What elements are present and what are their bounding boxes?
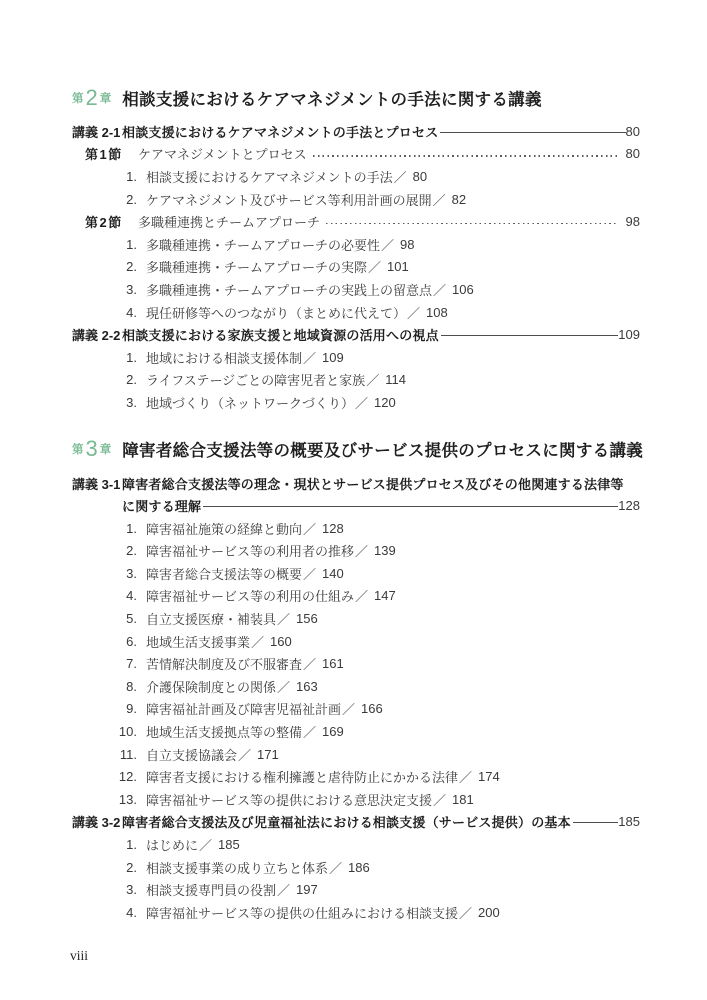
page-ref: 185 <box>218 837 240 853</box>
toc-entry-lecture <box>72 323 640 346</box>
item-title: ライフステージごとの障害児者と家族 <box>146 373 366 389</box>
chapter-label-suffix: 章 <box>99 444 112 457</box>
page-ref: 171 <box>257 746 279 762</box>
solid-leader-line <box>440 132 625 133</box>
item-title: 地域づくり（ネットワークづくり） <box>146 395 355 411</box>
item-separator: ／ <box>459 905 473 921</box>
page-ref: 109 <box>322 349 344 365</box>
page-ref: 82 <box>451 191 467 207</box>
toc-entry-section <box>72 210 640 233</box>
item-separator: ／ <box>355 395 369 411</box>
item-title: 障害福祉サービス等の利用者の推移 <box>146 544 355 560</box>
chapter-title: 障害者総合支援法等の概要及びサービス提供のプロセスに関する講義 <box>122 442 644 461</box>
item-number: 4. <box>126 304 137 320</box>
section-title: 多職種連携とチームアプローチ <box>138 215 321 231</box>
page-ref: 160 <box>270 633 292 649</box>
item-number: 3. <box>126 882 137 898</box>
item-separator: ／ <box>355 544 369 560</box>
toc-entry-item <box>72 698 640 721</box>
chapter-block <box>72 436 644 924</box>
page-ref: 108 <box>426 304 448 320</box>
item-separator: ／ <box>366 373 380 389</box>
chapter-label-number: 2 <box>85 84 98 110</box>
item-separator: ／ <box>329 860 343 876</box>
page-ref: 156 <box>296 611 318 627</box>
item-separator: ／ <box>251 634 265 650</box>
item-separator: ／ <box>277 883 291 899</box>
toc-entry-item <box>72 743 640 766</box>
chapter-label-suffix: 章 <box>99 92 112 105</box>
toc-entry-item <box>72 788 640 811</box>
page-ref: 101 <box>387 259 409 275</box>
item-number: 3. <box>126 281 137 297</box>
chapter-heading <box>72 84 640 111</box>
toc-entry-item <box>72 878 640 901</box>
item-title: 多職種連携・チームアプローチの必要性 <box>146 237 381 253</box>
item-title: 自立支援医療・補装具 <box>146 612 277 628</box>
toc-entry-item <box>72 720 640 743</box>
page-ref: 98 <box>400 236 415 252</box>
item-number: 1. <box>126 168 137 184</box>
page-ref: 169 <box>322 724 344 740</box>
item-title: 自立支援協議会 <box>146 747 238 763</box>
chapter-heading <box>72 436 644 463</box>
toc-entry-item <box>72 675 640 698</box>
page-ref: 147 <box>374 588 396 604</box>
solid-leader-line <box>441 335 618 336</box>
page-ref: 163 <box>296 678 318 694</box>
lecture-label: 講義 2-2 <box>72 328 121 344</box>
page-ref: 174 <box>478 769 500 785</box>
item-title: 相談支援におけるケアマネジメントの手法 <box>146 169 393 185</box>
chapter-entries <box>72 120 640 414</box>
lecture-title: 障害者総合支援法及び児童福祉法における相談支援（サービス提供）の基本 <box>122 815 571 831</box>
item-separator: ／ <box>355 589 369 605</box>
item-title: 障害福祉施策の経緯と動向 <box>146 521 303 537</box>
chapter-title: 相談支援におけるケアマネジメントの手法に関する講義 <box>122 90 542 109</box>
item-number: 1. <box>126 349 137 365</box>
page-ref: 166 <box>361 701 383 717</box>
toc-entry-lecture-continuation <box>72 494 640 517</box>
item-number: 8. <box>126 678 137 694</box>
item-number: 2. <box>126 859 137 875</box>
toc-entry-item <box>72 346 640 369</box>
item-title: 障害福祉計画及び障害児福祉計画 <box>146 702 342 718</box>
chapter-label-prefix: 第 <box>72 92 84 105</box>
page-ref: 185 <box>618 814 640 830</box>
toc-entry-item <box>72 856 640 879</box>
toc-entry-section <box>72 143 640 166</box>
page-ref: 128 <box>618 498 640 514</box>
item-number: 1. <box>126 520 137 536</box>
toc-entry-item <box>72 165 640 188</box>
item-separator: ／ <box>342 702 356 718</box>
page-ref: 106 <box>452 281 474 297</box>
item-separator: ／ <box>407 305 421 321</box>
item-title: 介護保険制度との関係 <box>146 679 277 695</box>
item-number: 4. <box>126 904 137 920</box>
chapter-label-prefix: 第 <box>72 444 84 457</box>
solid-leader-line <box>203 506 618 507</box>
item-title: 地域生活支援事業 <box>146 634 251 650</box>
item-separator: ／ <box>432 192 446 208</box>
item-number: 2. <box>126 259 137 275</box>
page-ref: 181 <box>452 791 474 807</box>
item-title: ケアマネジメント及びサービス等利用計画の展開 <box>146 192 432 208</box>
toc-entry-item <box>72 369 640 392</box>
item-title: 相談支援専門員の役割 <box>146 883 277 899</box>
solid-leader-line <box>573 822 618 823</box>
toc-entry-item <box>72 585 640 608</box>
page-number: viii <box>70 948 89 963</box>
toc-entry-lecture <box>72 811 640 834</box>
toc <box>72 84 644 924</box>
dotted-leader-line <box>313 155 617 157</box>
chapter-label <box>72 438 111 460</box>
item-separator: ／ <box>238 747 252 763</box>
chapter-label <box>72 84 112 110</box>
item-title: 障害者支援における権利擁護と虐待防止にかかる法律 <box>146 770 459 786</box>
page-ref: 114 <box>385 372 406 388</box>
lecture-title: 障害者総合支援法等の理念・現状とサービス提供プロセス及びその他関連する法律等 <box>122 476 624 492</box>
page-ref: 109 <box>618 327 640 343</box>
page-ref: 140 <box>322 565 344 581</box>
item-number: 1. <box>126 837 137 853</box>
section-label: 第2節 <box>85 215 123 231</box>
item-number: 3. <box>126 394 137 410</box>
item-separator: ／ <box>393 169 407 185</box>
toc-entry-item <box>72 562 640 585</box>
item-separator: ／ <box>303 521 317 537</box>
lecture-label: 講義 3-1 <box>72 476 121 492</box>
lecture-label: 講義 3-2 <box>72 815 121 831</box>
page-ref: 80 <box>625 123 640 139</box>
section-title: ケアマネジメントとプロセス <box>138 147 307 163</box>
item-separator: ／ <box>303 566 317 582</box>
item-title: 障害福祉サービス等の提供の仕組みにおける相談支援 <box>146 905 459 921</box>
item-separator: ／ <box>381 237 395 253</box>
item-number: 13. <box>118 791 137 807</box>
item-number: 9. <box>126 701 137 717</box>
lecture-title: 相談支援におけるケアマネジメントの手法とプロセス <box>122 124 439 140</box>
toc-entry-item <box>72 901 640 924</box>
toc-entry-item <box>72 301 640 324</box>
item-separator: ／ <box>303 725 317 741</box>
item-title: 多職種連携・チームアプローチの実際 <box>146 260 368 276</box>
item-separator: ／ <box>199 838 213 854</box>
chapter-entries <box>72 472 640 924</box>
item-separator: ／ <box>368 260 382 276</box>
item-number: 4. <box>126 588 137 604</box>
item-title: 苦情解決制度及び不服審査 <box>146 657 303 673</box>
item-separator: ／ <box>303 657 317 673</box>
item-title: 相談支援事業の成り立ちと体系 <box>146 860 329 876</box>
item-title: 現任研修等へのつながり（まとめに代えて） <box>146 305 407 321</box>
toc-entry-lecture <box>72 120 640 143</box>
item-number: 1. <box>126 236 137 252</box>
toc-entry-item <box>72 833 640 856</box>
item-number: 11. <box>119 746 137 762</box>
item-number: 6. <box>126 633 137 649</box>
chapter-label-number: 3 <box>85 436 98 462</box>
toc-entry-item <box>72 630 640 653</box>
item-number: 2. <box>126 543 137 559</box>
item-title: 多職種連携・チームアプローチの実践上の留意点 <box>146 282 433 298</box>
page-ref: 186 <box>348 859 370 875</box>
page-ref: 80 <box>625 146 640 162</box>
lecture-label: 講義 2-1 <box>72 124 121 140</box>
toc-entry-item <box>72 188 640 211</box>
lecture-title: 相談支援における家族支援と地域資源の活用への視点 <box>122 328 439 344</box>
page-ref: 120 <box>374 394 396 410</box>
toc-entry-item <box>72 607 640 630</box>
page-ref: 139 <box>374 543 396 559</box>
item-title: 地域生活支援拠点等の整備 <box>146 725 303 741</box>
toc-entry-lecture <box>72 472 640 495</box>
item-separator: ／ <box>433 282 447 298</box>
lecture-title-continued: に関する理解 <box>122 499 202 515</box>
chapter-block <box>72 84 640 414</box>
item-number: 5. <box>126 611 137 627</box>
item-number: 2. <box>126 191 137 207</box>
item-number: 12. <box>118 769 137 785</box>
toc-entry-item <box>72 652 640 675</box>
item-number: 3. <box>126 565 137 581</box>
item-number: 7. <box>126 656 137 672</box>
toc-entry-item <box>72 256 640 279</box>
item-separator: ／ <box>303 350 317 366</box>
page-ref: 128 <box>322 520 344 536</box>
toc-entry-item <box>72 765 640 788</box>
item-title: 障害福祉サービス等の提供における意思決定支援 <box>146 792 433 808</box>
dotted-leader-line <box>326 223 617 225</box>
page-ref: 161 <box>322 656 344 672</box>
item-title: 地域における相談支援体制 <box>146 350 303 366</box>
toc-entry-item <box>72 517 640 540</box>
item-number: 2. <box>126 372 137 388</box>
page-ref: 98 <box>625 214 640 230</box>
page-ref: 200 <box>478 904 500 920</box>
page-ref: 197 <box>296 882 318 898</box>
toc-entry-item <box>72 233 640 256</box>
toc-entry-item <box>72 391 640 414</box>
page-ref: 80 <box>412 168 428 184</box>
toc-entry-item <box>72 278 640 301</box>
item-title: はじめに <box>146 838 199 854</box>
item-title: 障害福祉サービス等の利用の仕組み <box>146 589 355 605</box>
item-number: 10. <box>118 724 137 740</box>
toc-entry-item <box>72 540 640 563</box>
item-separator: ／ <box>277 679 291 695</box>
item-title: 障害者総合支援法等の概要 <box>146 566 303 582</box>
item-separator: ／ <box>459 770 473 786</box>
item-separator: ／ <box>277 612 291 628</box>
item-separator: ／ <box>433 792 447 808</box>
section-label: 第1節 <box>85 147 123 163</box>
